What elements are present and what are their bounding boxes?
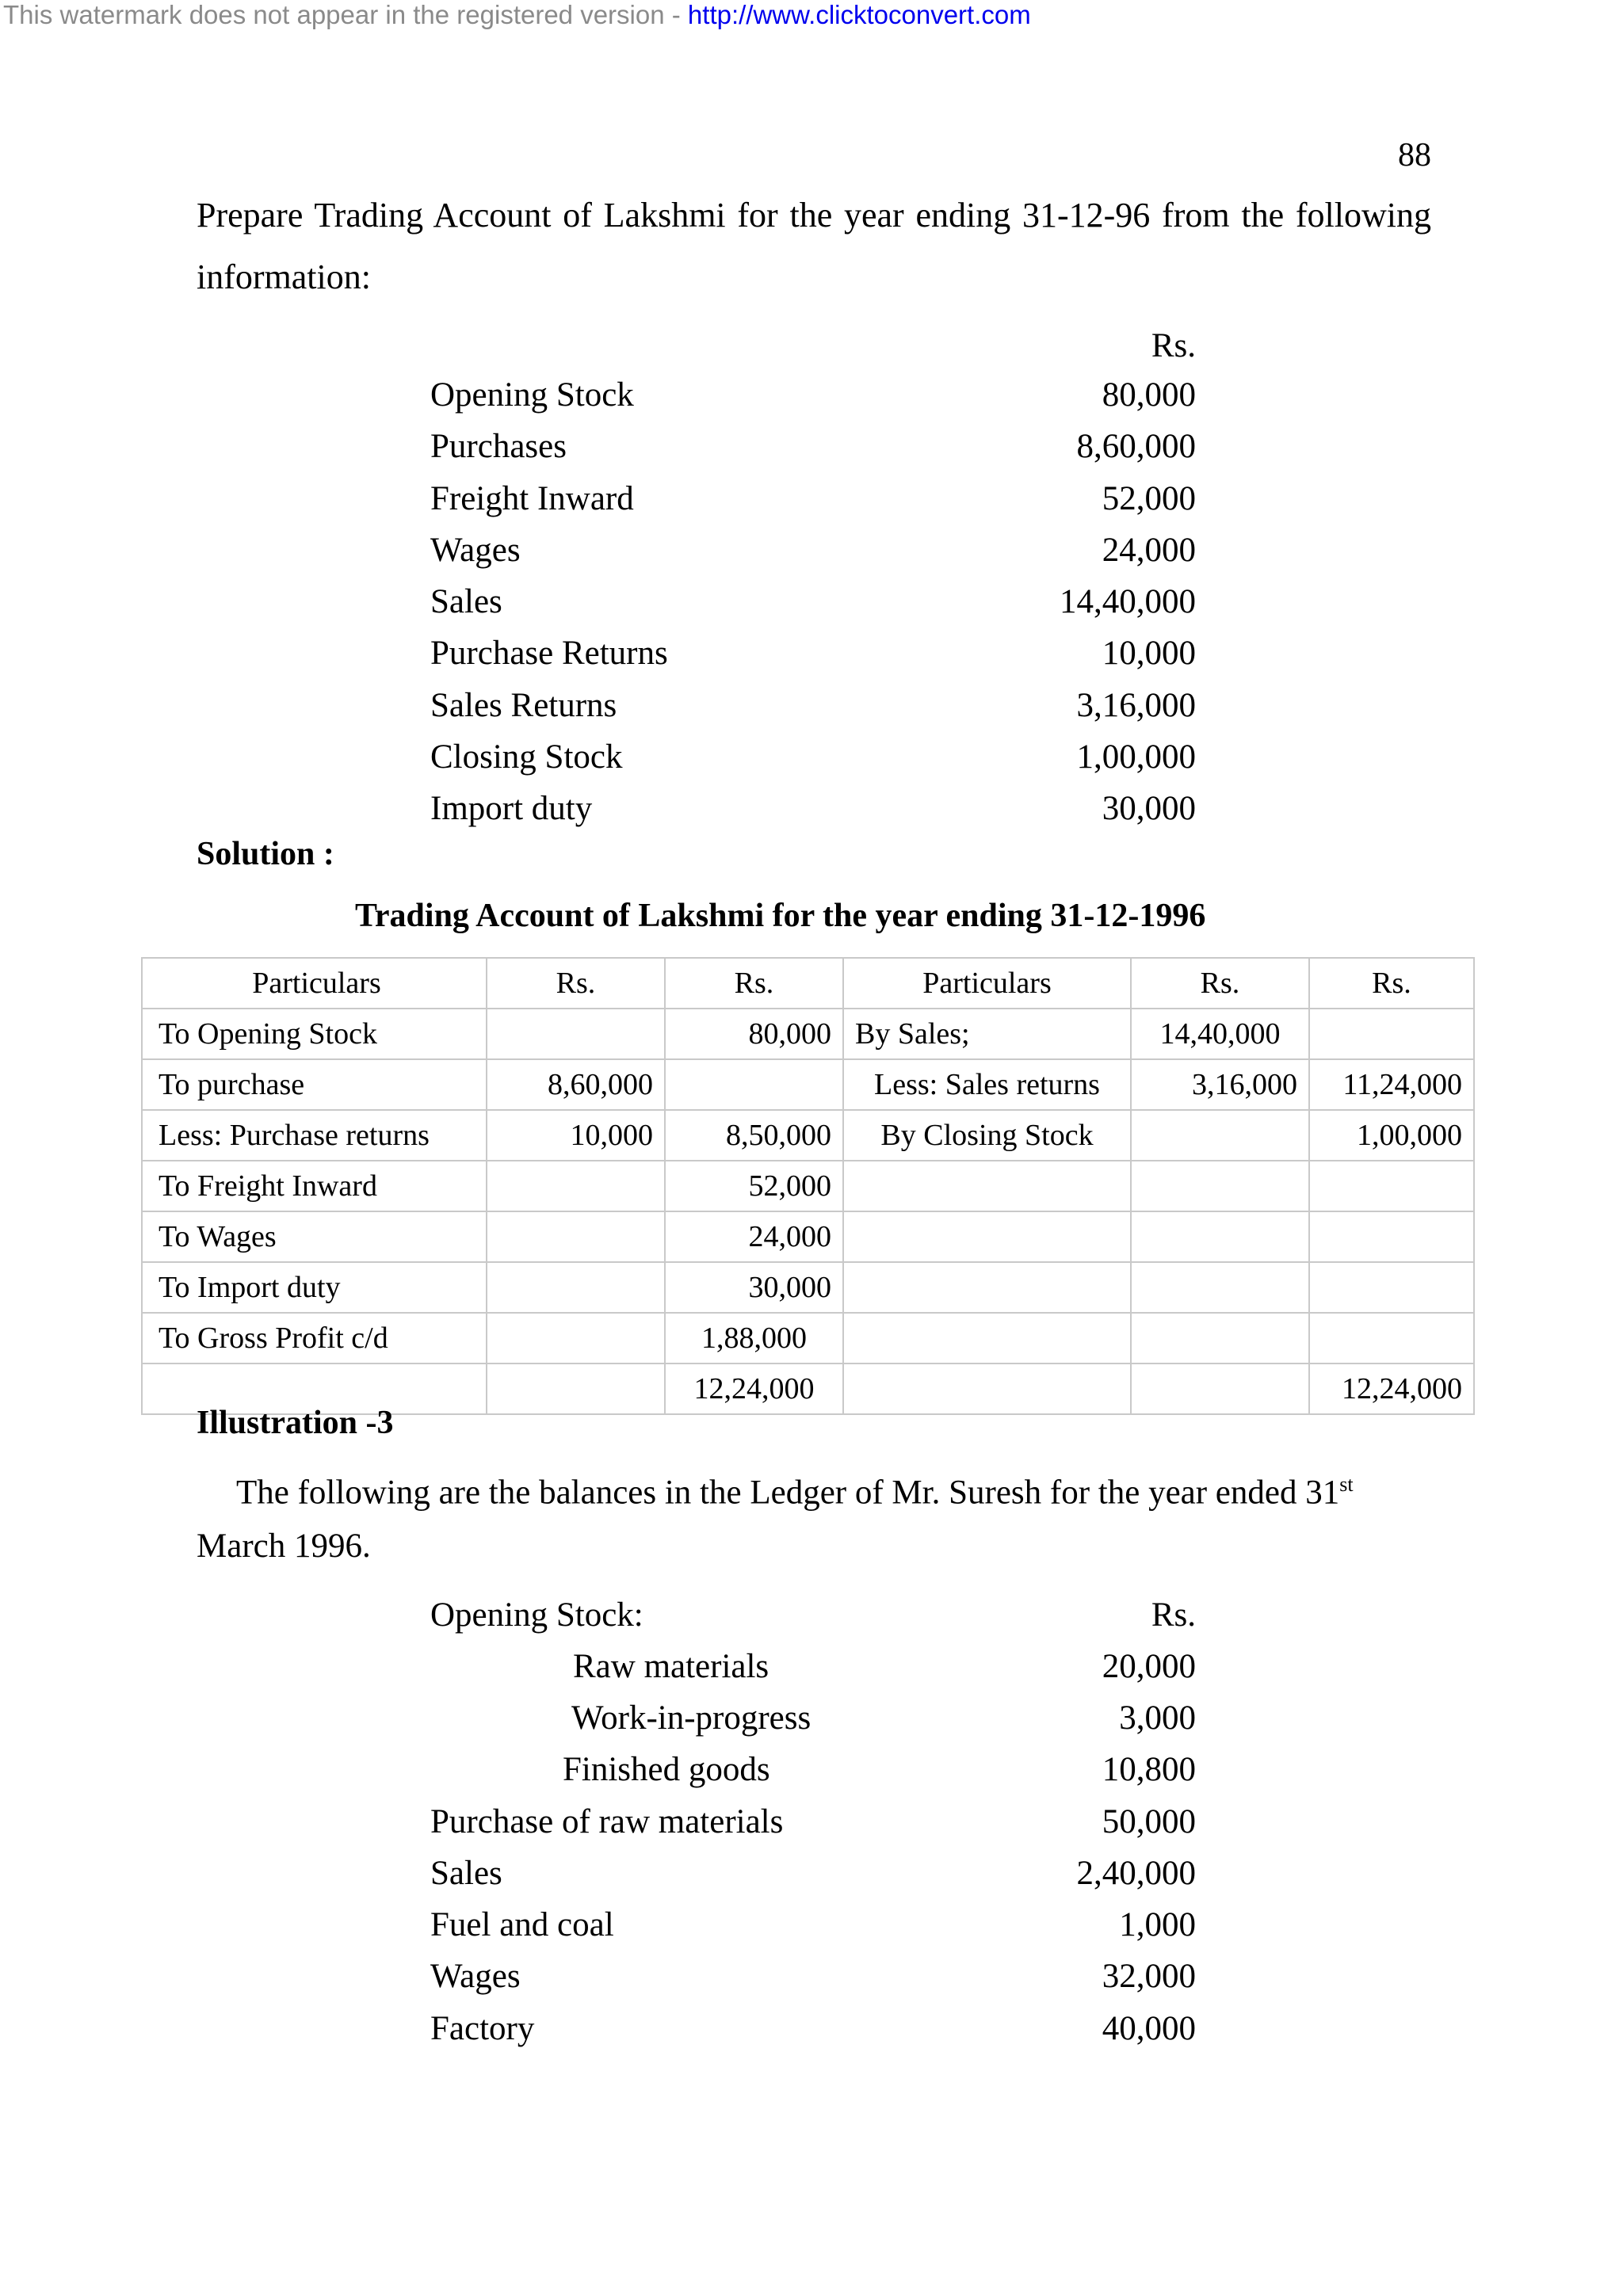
table-cell [843, 1313, 1131, 1363]
table-cell: 1,88,000 [665, 1313, 843, 1363]
table-cell: To purchase [142, 1059, 487, 1110]
table-cell: By Closing Stock [843, 1110, 1131, 1161]
list1-item-label: Import duty [430, 790, 593, 827]
watermark-text: This watermark does not appear in the registered version - [3, 0, 688, 29]
illustration-line-1 [236, 1464, 1354, 1513]
list1-item-label: Sales Returns [430, 687, 617, 724]
list1-item-value: 10,000 [1102, 635, 1196, 672]
list2-item-value: 1,000 [1119, 1906, 1196, 1943]
table-cell: 8,60,000 [487, 1059, 665, 1110]
table-cell: To Opening Stock [142, 1009, 487, 1059]
table-cell [1309, 1313, 1474, 1363]
header-particulars: Particulars [843, 958, 1131, 1009]
list2-item-label: Wages [430, 1958, 521, 1995]
list2-heading: Opening Stock: [430, 1596, 643, 1634]
table-row [142, 1110, 1474, 1161]
list1-item-label: Opening Stock [430, 376, 634, 414]
table-cell [1131, 1211, 1309, 1262]
table-cell [1309, 1009, 1474, 1059]
table-cell: 3,16,000 [1131, 1059, 1309, 1110]
watermark-link[interactable]: http://www.clicktoconvert.com [687, 0, 1031, 29]
list1-item-value: 80,000 [1102, 376, 1196, 414]
list1-item-label: Closing Stock [430, 738, 623, 776]
table-cell: 10,000 [487, 1110, 665, 1161]
list2-sub-item-label: Finished goods [563, 1751, 770, 1788]
list1-item-value: 30,000 [1102, 790, 1196, 827]
table-row [142, 1161, 1474, 1211]
illustration-line-1-text: The following are the balances in the Ledger of Mr. Suresh for the year ended 31 [236, 1474, 1340, 1512]
table-cell [843, 1161, 1131, 1211]
table-cell [1309, 1211, 1474, 1262]
list2-item-label: Fuel and coal [430, 1906, 614, 1943]
list1-item-value: 3,16,000 [1076, 687, 1196, 724]
table-cell [843, 1363, 1131, 1414]
list2-item-label: Purchase of raw materials [430, 1803, 784, 1840]
list1-item-value: 1,00,000 [1076, 738, 1196, 776]
table-row [142, 1313, 1474, 1363]
table-cell: By Sales; [843, 1009, 1131, 1059]
list1-item-label: Sales [430, 583, 502, 620]
list2-sub-item-value: 3,000 [1119, 1699, 1196, 1737]
table-cell: 80,000 [665, 1009, 843, 1059]
table-cell [1131, 1110, 1309, 1161]
list2-item-value: 50,000 [1102, 1803, 1196, 1840]
table-cell [487, 1313, 665, 1363]
header-rs: Rs. [665, 958, 843, 1009]
table-cell [1309, 1262, 1474, 1313]
table-cell [487, 1211, 665, 1262]
table-cell [1131, 1363, 1309, 1414]
list1-item-value: 14,40,000 [1060, 583, 1196, 620]
table-cell: To Import duty [142, 1262, 487, 1313]
header-rs: Rs. [487, 958, 665, 1009]
list1-item-label: Wages [430, 532, 521, 569]
illustration-line-2: March 1996. [197, 1527, 371, 1565]
table-cell: Less: Purchase returns [142, 1110, 487, 1161]
list2-sub-item-label: Raw materials [573, 1648, 769, 1685]
table-row [142, 1211, 1474, 1262]
table-row [142, 1059, 1474, 1110]
list2-item-label: Factory [430, 2010, 535, 2047]
table-cell: 1,00,000 [1309, 1110, 1474, 1161]
table-cell [1131, 1313, 1309, 1363]
table-cell [487, 1363, 665, 1414]
list1-item-label: Purchases [430, 428, 567, 465]
table-cell [487, 1161, 665, 1211]
table-cell [665, 1059, 843, 1110]
trading-account-table [141, 957, 1475, 1415]
intro-line-2: information: [197, 257, 371, 296]
table-cell [1309, 1161, 1474, 1211]
table-cell: 24,000 [665, 1211, 843, 1262]
header-particulars: Particulars [142, 958, 487, 1009]
list1-item-label: Purchase Returns [430, 635, 668, 672]
header-rs: Rs. [1309, 958, 1474, 1009]
table-cell [1131, 1161, 1309, 1211]
table-cell: Less: Sales returns [843, 1059, 1131, 1110]
table-cell: To Gross Profit c/d [142, 1313, 487, 1363]
list2-sub-item-value: 20,000 [1102, 1648, 1196, 1685]
list2-item-value: 2,40,000 [1076, 1855, 1196, 1892]
page-number: 88 [1398, 137, 1431, 174]
table-cell: 52,000 [665, 1161, 843, 1211]
list2-item-value: 40,000 [1102, 2010, 1196, 2047]
illustration-title: Illustration -3 [197, 1405, 394, 1441]
list1-item-value: 24,000 [1102, 532, 1196, 569]
list2-item-label: Sales [430, 1855, 502, 1892]
table-total-debit: 12,24,000 [665, 1363, 843, 1414]
list1-currency-header: Rs. [1151, 327, 1196, 364]
table-cell [1131, 1262, 1309, 1313]
table-cell: 11,24,000 [1309, 1059, 1474, 1110]
table-cell [843, 1262, 1131, 1313]
table-cell: To Freight Inward [142, 1161, 487, 1211]
header-rs: Rs. [1131, 958, 1309, 1009]
list2-item-value: 32,000 [1102, 1958, 1196, 1995]
illustration-line-1-sup: st [1339, 1473, 1354, 1496]
table-total-credit: 12,24,000 [1309, 1363, 1474, 1414]
table-cell [487, 1009, 665, 1059]
table-cell: 8,50,000 [665, 1110, 843, 1161]
table-cell: 14,40,000 [1131, 1009, 1309, 1059]
list2-sub-item-value: 10,800 [1102, 1751, 1196, 1788]
table-cell [487, 1262, 665, 1313]
table-title: Trading Account of Lakshmi for the year ending 31-12-1996 [355, 898, 1206, 934]
list1-item-label: Freight Inward [430, 480, 634, 517]
list1-item-value: 52,000 [1102, 480, 1196, 517]
list2-sub-item-label: Work-in-progress [571, 1699, 812, 1737]
table-cell: To Wages [142, 1211, 487, 1262]
table-cell: 30,000 [665, 1262, 843, 1313]
list1-item-value: 8,60,000 [1076, 428, 1196, 465]
table-cell [843, 1211, 1131, 1262]
table-row [142, 1262, 1474, 1313]
watermark-banner [3, 0, 1031, 30]
table-row [142, 1009, 1474, 1059]
table-header-row [142, 958, 1474, 1009]
solution-label: Solution : [197, 836, 334, 872]
intro-line-1: Prepare Trading Account of Lakshmi for the year ending 31-12-96 from the following [197, 196, 1431, 235]
list2-currency-header: Rs. [1151, 1596, 1196, 1634]
